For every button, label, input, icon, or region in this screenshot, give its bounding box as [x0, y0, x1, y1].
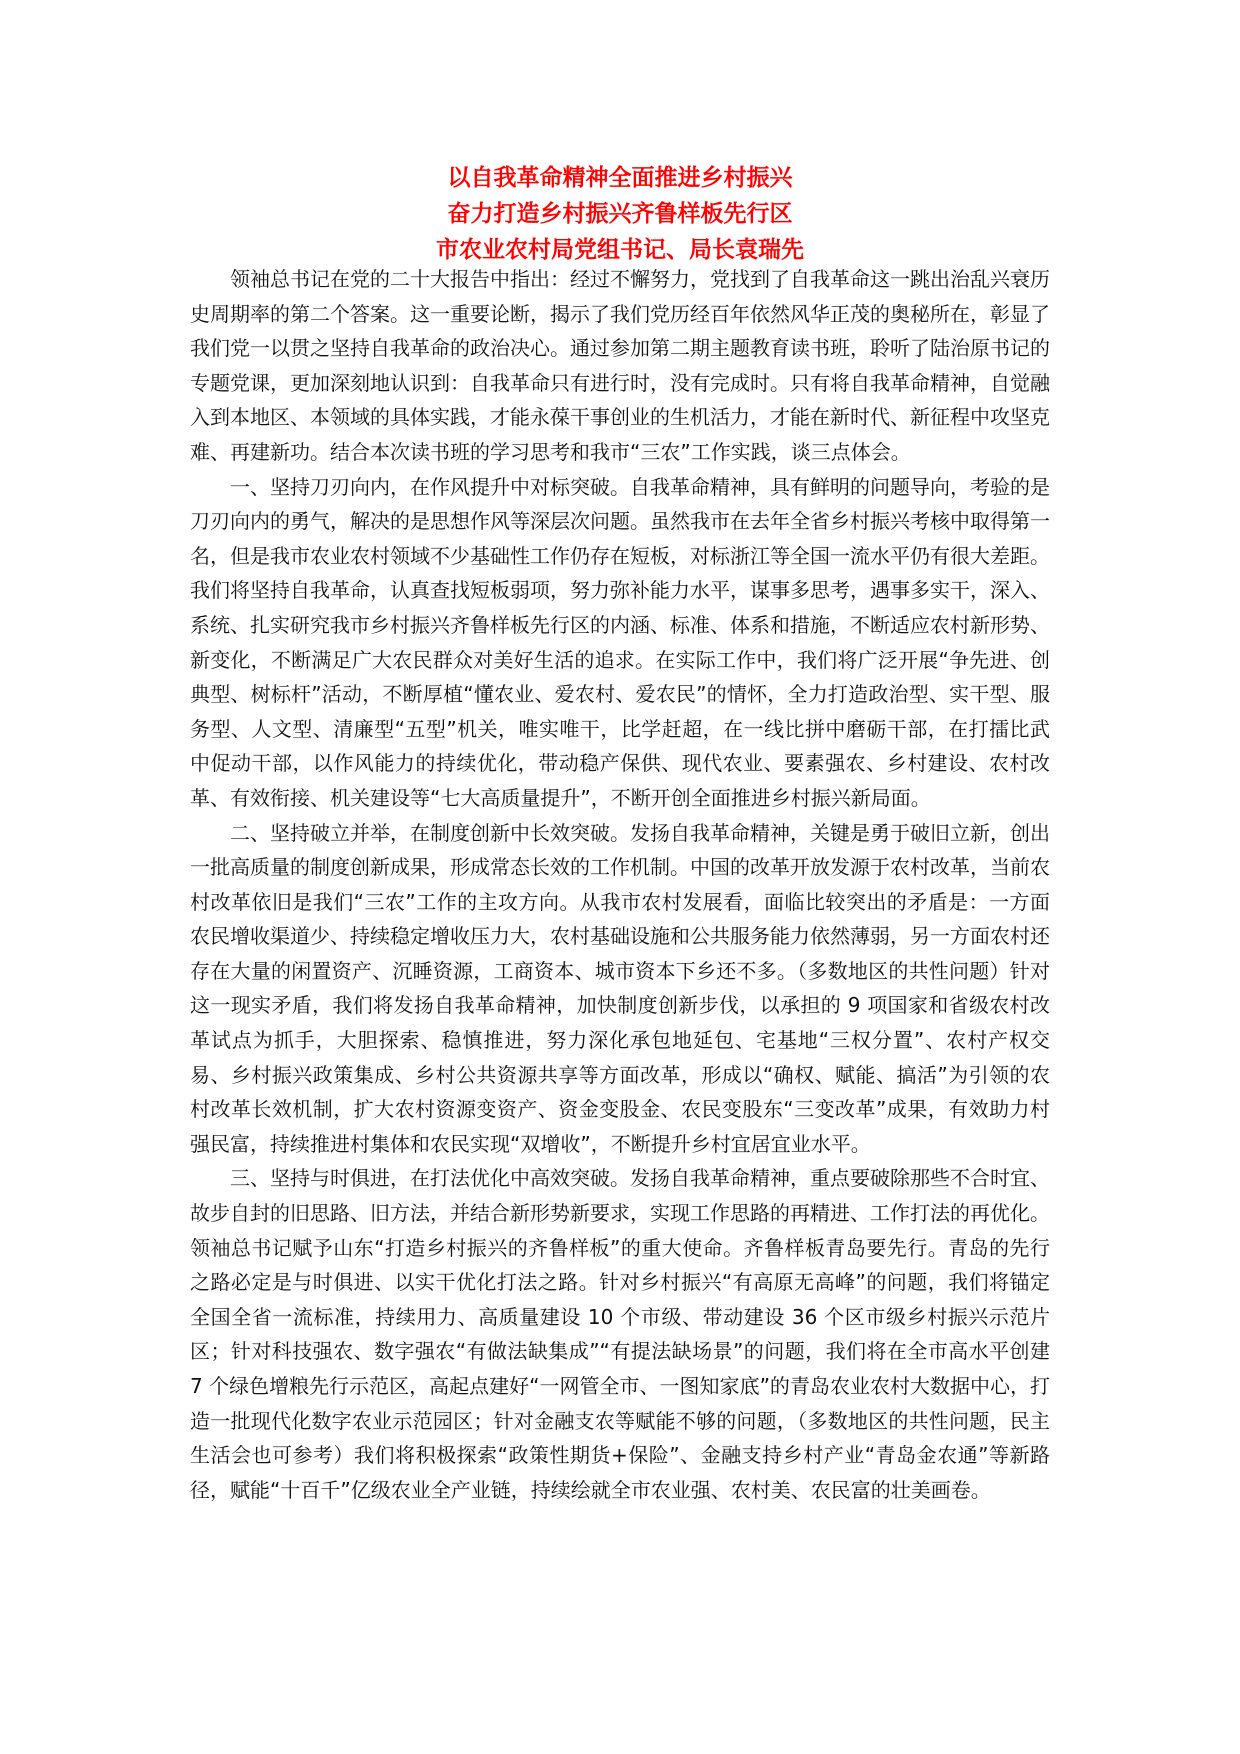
paragraph-section-2: 二、坚持破立并举，在制度创新中长效突破。发扬自我革命精神，关键是勇于破旧立新，创出一批高质量的制度创新成果，形成常态长效的工作机制。中国的改革开放发源于农村改革，当前农村改革依旧是我们“三农”工作的主攻方向。从我市农村发展看，面临比较突出的矛盾是：一方面农民增收渠道少、持续稳定增收压力大，农村基础设施和公共服务能力依然薄弱，另一方面农村还存在大量的闲置资产、沉睡资源，工商资本、城市资本下乡还不多。（多数地区的共性问题）针对这一现实矛盾，我们将发扬自我革命精神，加快制度创新步伐，以承担的 9 项国家和省级农村改革试点为抓手，大胆探索、稳慎推进，努力深化承包地延包、宅基地“三权分置”、农村产权交易、乡村振兴政策集成、乡村公共资源共享等方面改革，形成以“确权、赋能、搞活”为引领的农村改革长效机制，扩大农村资源变资产、资金变股金、农民变股东“三变改革”成果，有效助力村强民富，持续推进村集体和农民实现“双增收”，不断提升乡村宜居宜业水平。 — [190, 820, 1050, 1156]
paragraph-section-3: 三、坚持与时俱进，在打法优化中高效突破。发扬自我革命精神，重点要破除那些不合时宜、故步自封的旧思路、旧方法，并结合新形势新要求，实现工作思路的再精进、工作打法的再优化。领袖总书记赋予山东“打造乡村振兴的齐鲁样板”的重大使命。齐鲁样板青岛要先行。青岛的先行之路必定是与时俱进、以实干优化打法之路。针对乡村振兴“有高原无高峰”的问题，我们将锚定全国全省一流标准，持续用力、高质量建设 10 个市级、带动建设 36 个区市级乡村振兴示范片区；针对科技强农、数字强农“有做法缺集成”“有提法缺场景”的问题，我们将在全市高水平创建 7 个绿色增粮先行示范区，高起点建好“一网管全市、一图知家底”的青岛农业农村大数据中心，打造一批现代化数字农业示范园区；针对金融支农等赋能不够的问题，（多数地区的共性问题，民主生活会也可参考）我们将积极探索“政策性期货+保险”、金融支持乡村产业“青岛金农通”等新路径，赋能“十百千”亿级农业全产业链，持续绘就全市农业强、农村美、农民富的壮美画卷。 — [190, 1166, 1050, 1502]
paragraph-section-1: 一、坚持刀刃向内，在作风提升中对标突破。自我革命精神，具有鲜明的问题导向，考验的是刀刃向内的勇气，解决的是思想作风等深层次问题。虽然我市在去年全省乡村振兴考核中取得第一名，但是我市农业农村领域不少基础性工作仍存在短板，对标浙江等全国一流水平仍有很大差距。我们将坚持自我革命，认真查找短板弱项，努力弥补能力水平，谋事多思考，遇事多实干，深入、系统、扎实研究我市乡村振兴齐鲁样板先行区的内涵、标准、体系和措施，不断适应农村新形势、新变化，不断满足广大农民群众对美好生活的追求。在实际工作中，我们将广泛开展“争先进、创典型、树标杆”活动，不断厚植“懂农业、爱农村、爱农民”的情怀，全力打造政治型、实干型、服务型、人文型、清廉型“五型”机关，唯实唯干，比学赶超，在一线比拼中磨砺干部，在打擂比武中促动干部，以作风能力的持续优化，带动稳产保供、现代农业、要素强农、乡村建设、农村改革、有效衔接、机关建设等“七大高质量提升”，不断开创全面推进乡村振兴新局面。 — [190, 474, 1050, 810]
document-title: 以自我革命精神全面推进乡村振兴 — [447, 165, 793, 191]
document-author-line: 市农业农村局党组书记、局长袁瑞先 — [436, 237, 804, 263]
document-subtitle: 奋力打造乡村振兴齐鲁样板先行区 — [447, 201, 793, 227]
document-body — [190, 262, 1050, 1507]
paragraph-intro: 领袖总书记在党的二十大报告中指出：经过不懈努力，党找到了自我革命这一跳出治乱兴衰历史周期率的第二个答案。这一重要论断，揭示了我们党历经百年依然风华正茂的奥秘所在，彰显了我们党一以贯之坚持自我革命的政治决心。通过参加第二期主题教育读书班，聆听了陆治原书记的专题党课，更加深刻地认识到：自我革命只有进行时，没有完成时。只有将自我革命精神，自觉融入到本地区、本领域的具体实践，才能永葆干事创业的生机活力，才能在新时代、新征程中攻坚克难、再建新功。结合本次读书班的学习思考和我市“三农”工作实践，谈三点体会。 — [190, 267, 1050, 464]
document-title-block — [0, 160, 1240, 268]
